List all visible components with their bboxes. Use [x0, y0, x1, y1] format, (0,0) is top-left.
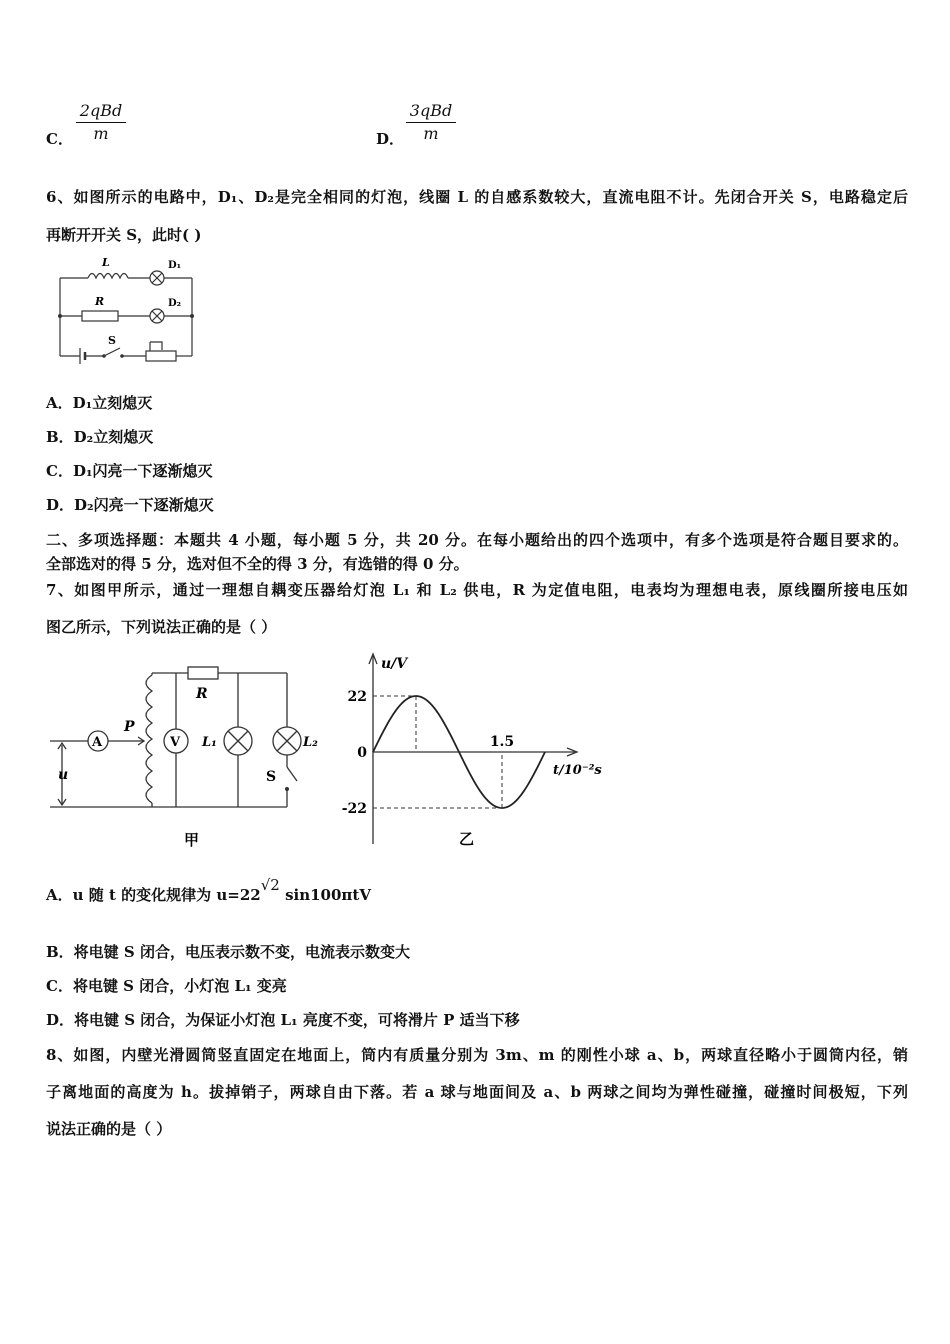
q6-inductor-label: L [102, 256, 110, 269]
q8-stem-line3: 说法正确的是（ ） [46, 1120, 172, 1138]
q7-figure-jia-caption: 甲 [184, 831, 200, 849]
q7-option-a-text2: sin100πtV [285, 886, 371, 904]
ytick-label: 0 [357, 745, 367, 761]
q7-resistor-label: R [196, 686, 208, 702]
ytick-label: -22 [341, 801, 367, 817]
q7-option-a-prefix: A． [46, 886, 73, 904]
q7-switch-label: S [266, 769, 277, 785]
option-c-numerator: 2qBd [76, 100, 126, 123]
section2-heading-line2: 全部选对的得 5 分，选对但不全的得 3 分，有选错的得 0 分。 [46, 555, 469, 573]
chart-ylabel: u/V [381, 656, 408, 672]
q7-voltmeter-label: V [170, 735, 181, 750]
q7-stem-line1: 7、如图甲所示，通过一理想自耦变压器给灯泡 L₁ 和 L₂ 供电，R 为定值电阻，电表均为理想电表，原线圈所接电压如 [46, 581, 908, 599]
q6-option-d: D．D₂闪亮一下逐渐熄灭 [46, 496, 214, 514]
q7-ammeter-label: A [92, 735, 103, 750]
q6-switch-label: S [108, 334, 116, 347]
q6-circuit-diagram [50, 256, 210, 366]
q7-lamp1-label: L₁ [202, 735, 217, 750]
q7-lamp2-label: L₂ [303, 735, 318, 750]
q7-figure-yi-chart [335, 648, 625, 858]
q7-option-b: B．将电键 S 闭合，电压表示数不变，电流表示数变大 [46, 943, 410, 961]
q6-stem-line2: 再断开开关 S，此时( ) [46, 226, 202, 244]
q7-option-a-text1: u 随 t 的变化规律为 u=22 [72, 886, 261, 904]
option-c-fraction [76, 100, 126, 145]
q6-resistor-label: R [95, 295, 105, 308]
q7-stem-line2: 图乙所示，下列说法正确的是（ ） [46, 618, 277, 636]
xtick-label: 1.5 [489, 734, 515, 750]
ytick-label: 22 [347, 689, 367, 705]
q6-lamp1-label: D₁ [168, 260, 182, 271]
q6-option-a: A．D₁立刻熄灭 [46, 394, 153, 412]
q8-stem-line2: 子离地面的高度为 h。拔掉销子，两球自由下落。若 a 球与地面间及 a、b 两球之间均为弹性碰撞，碰撞时间极短，下列 [46, 1083, 908, 1101]
q6-stem-line1: 6、如图所示的电路中，D₁、D₂是完全相同的灯泡，线圈 L 的自感系数较大，直流电阻不计。先闭合开关 S，电路稳定后 [46, 188, 908, 206]
chart-xlabel: t/10⁻²s [553, 763, 602, 778]
option-c-denominator: m [93, 124, 109, 143]
option-d-fraction [406, 100, 456, 145]
q7-slider-label: P [124, 719, 135, 735]
q7-input-label: u [58, 767, 69, 783]
q7-figure-jia [40, 655, 330, 855]
chart-caption: 乙 [459, 830, 475, 848]
q6-lamp2-label: D₂ [168, 298, 182, 309]
q7-option-c: C．将电键 S 闭合，小灯泡 L₁ 变亮 [46, 977, 287, 995]
option-d-numerator: 3qBd [406, 100, 456, 123]
q7-option-a [46, 876, 371, 905]
option-d-letter: D． [376, 130, 405, 148]
q6-option-b: B．D₂立刻熄灭 [46, 428, 154, 446]
section2-heading-line1: 二、多项选择题：本题共 4 小题，每小题 5 分，共 20 分。在每小题给出的四个选项中，有多个选项是符合题目要求的。 [46, 531, 908, 549]
option-d-denominator: m [423, 124, 439, 143]
q8-stem-line1: 8、如图，内壁光滑圆筒竖直固定在地面上，筒内有质量分别为 3m、m 的刚性小球 a、b，两球直径略小于圆筒内径，销 [46, 1046, 908, 1064]
q6-option-c: C．D₁闪亮一下逐渐熄灭 [46, 462, 213, 480]
q7-option-d: D．将电键 S 闭合，为保证小灯泡 L₁ 亮度不变，可将滑片 P 适当下移 [46, 1011, 520, 1029]
q7-option-a-sqrt: √2 [260, 876, 280, 894]
option-c-letter: C． [46, 130, 73, 148]
